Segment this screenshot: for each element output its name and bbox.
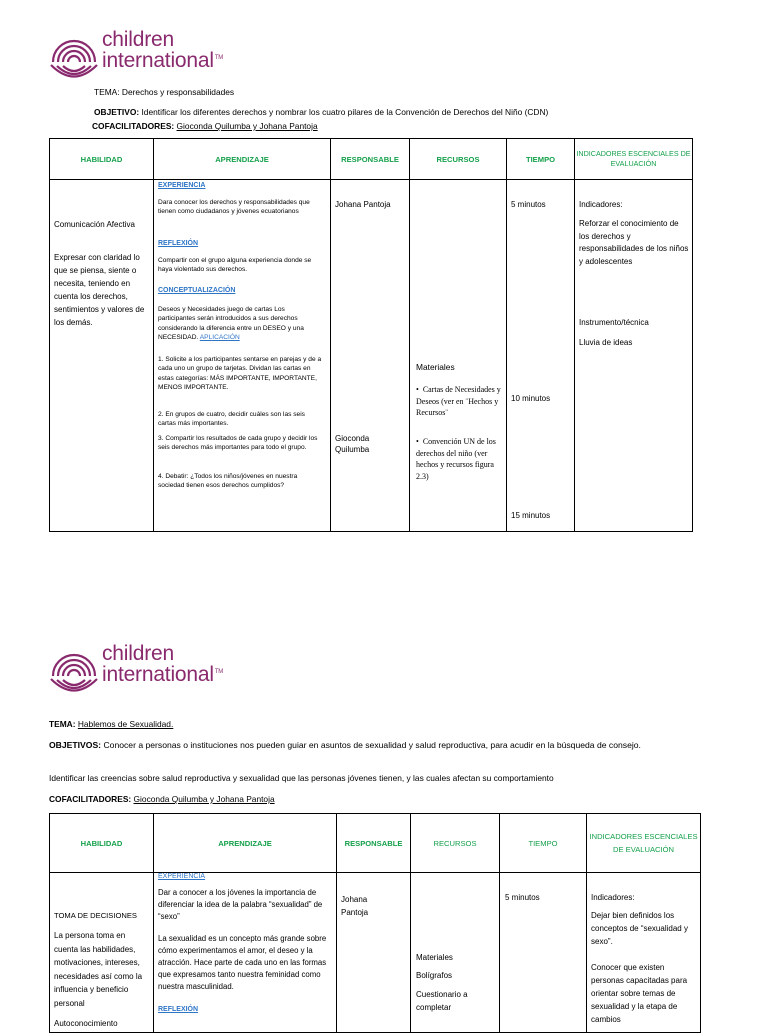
responsable: Johana Pantoja [341, 895, 369, 917]
tiempo-3: 15 minutos [511, 511, 551, 520]
header-recursos: RECURSOS [411, 814, 500, 873]
responsable-cell [337, 873, 411, 1033]
experiencia-link[interactable]: EXPERIENCIA [158, 182, 206, 189]
cofacilitadores-line-2: COFACILITADORES: Gioconda Quilumba y Johana Pantoja [49, 794, 275, 804]
tiempo-1: 5 minutos [505, 893, 540, 902]
tema-line: TEMA: Derechos y responsabilidades [94, 87, 235, 97]
habilidad-cut: Autoconocimiento [54, 1019, 118, 1028]
concepto-text: La sexualidad es un concepto más grande sobre cómo experimentamos el amor, el deseo y la atracción. Hace parte de cada uno en las formas que expresamos tanto nuestra feminidad como nuestra masculinidad. [158, 934, 327, 991]
aprendizaje-cell [154, 180, 331, 532]
habilidad-title: TOMA DE DECISIONES [54, 911, 137, 920]
responsable-1: Johana Pantoja [335, 200, 391, 209]
recurso-1: Bolígrafos [416, 971, 453, 980]
tema-line-2: TEMA: Hablemos de Sexualidad. [49, 719, 174, 729]
header-aprendizaje: APRENDIZAJE [154, 814, 337, 873]
header-responsable: RESPONSABLE [331, 139, 410, 180]
objetivo-line: OBJETIVO: Identificar los diferentes derechos y nombrar los cuatro pilares de la Convención de Derechos del Niño (CDN) [94, 107, 549, 117]
step-4: 4. Debatir: ¿Todos los niños/jóvenes en nuestra sociedad tienen esos derechos cumplidos? [158, 473, 298, 490]
indicadores-text: Reforzar el conocimiento de los derechos y responsabilidades de los niños y adolescentes [579, 219, 689, 266]
materiales-label: Materiales [416, 362, 455, 372]
recurso-2: Cuestionario a completar [416, 990, 468, 1012]
header-habilidad: HABILIDAD [50, 814, 154, 873]
habilidad-cell [50, 873, 154, 1033]
indicadores-2: Conocer que existen personas capacitadas para orientar sobre temas de sexualidad y la etapa de cambios [591, 963, 688, 1024]
header-indicadores: INDICADORES ESCENCIALES DE EVALUACIÓN [575, 139, 693, 180]
experiencia-text: Dara conocer los derechos y responsabilidades que tienen como ciudadanos y jóvenes ecuatorianos [158, 199, 310, 216]
cofacilitadores-line: COFACILITADORES: Gioconda Quilumba y Johana Pantoja [92, 121, 318, 131]
ripple-logo-icon [49, 642, 99, 694]
header-tiempo: TIEMPO [500, 814, 587, 873]
instrumento-label: Instrumento/técnica [579, 318, 649, 327]
step-2: 2. En grupos de cuatro, decidir cuáles son las seis cartas más importantes. [158, 411, 305, 428]
header-recursos: RECURSOS [410, 139, 507, 180]
header-habilidad: HABILIDAD [50, 139, 154, 180]
habilidad-title: Comunicación Afectiva [54, 220, 135, 229]
reflexion-text: Compartir con el grupo alguna experiencia donde se haya violentado sus derechos. [158, 257, 312, 274]
indicadores-cell [575, 180, 693, 532]
tiempo-cell [500, 873, 587, 1033]
step-3: 3. Compartir los resultados de cada grupo y decidir los seis derechos más importantes para todo el grupo. [158, 435, 318, 452]
bullet-icon: • [416, 385, 419, 394]
session-plan-table-2 [49, 813, 701, 1033]
bullet-icon: • [416, 437, 419, 446]
reflexion-link[interactable]: REFLEXIÓN [158, 240, 199, 247]
indicadores-label: Indicadores: [579, 200, 623, 209]
indicadores-1: Dejar bien definidos los conceptos de “sexualidad y sexo”. [591, 911, 688, 946]
header-indicadores: INDICADORES ESCENCIALES DE EVALUACIÓN [587, 814, 701, 873]
responsable-cell [331, 180, 410, 532]
brand-name: children international™ [102, 642, 224, 686]
tiempo-1: 5 minutos [511, 200, 546, 209]
experiencia-text: Dar a conocer a los jóvenes la importancia de diferenciar la idea de la palabra “sexualidad” de “sexo” [158, 888, 323, 921]
tiempo-cell [507, 180, 575, 532]
tiempo-2: 10 minutos [511, 394, 551, 403]
brand-name: children international™ [102, 28, 224, 72]
ripple-logo-icon [49, 28, 99, 80]
recurso-1: • Cartas de Necesidades y Deseos (ver en ¨Hechos y Recursos¨ [416, 385, 501, 417]
habilidad-cell [50, 180, 154, 532]
aprendizaje-cell [154, 873, 337, 1033]
step-1: 1. Solicite a los participantes sentarse en parejas y de a cada uno un grupo de tarjetas. Dividan las cartas en estas categorías: MÁS IMPORTANTE, IMPORTANTE, MENOS IMPORTANTE. [158, 356, 322, 391]
identificar-line: Identificar las creencias sobre salud reproductiva y sexualidad que las personas jóvenes tienen, y las cuales afectan su comportamiento [49, 773, 554, 783]
objetivos-line: OBJETIVOS: Conocer a personas o instituciones nos pueden guiar en asuntos de sexualidad y salud reproductiva, para acudir en la búsqueda de consejo. [49, 740, 641, 750]
habilidad-text: Expresar con claridad lo que se piensa, siente o necesita, teniendo en cuenta los derechos, sentimientos y valores de los demás. [54, 253, 145, 327]
materiales-label: Materiales [416, 953, 453, 962]
header-aprendizaje: APRENDIZAJE [154, 139, 331, 180]
experiencia-link[interactable]: EXPERIENCIA [158, 873, 206, 880]
reflexion-link[interactable]: REFLEXIÓN [158, 1006, 199, 1013]
children-international-logo [49, 28, 239, 80]
aplicacion-link[interactable]: APLICACIÓN [199, 333, 240, 341]
indicadores-label: Indicadores: [591, 893, 635, 902]
header-tiempo: TIEMPO [507, 139, 575, 180]
header-responsable: RESPONSABLE [337, 814, 411, 873]
recurso-2: • Convención UN de los derechos del niño (ver hechos y recursos figura 2.3) [416, 437, 496, 481]
recursos-cell [411, 873, 500, 1033]
conceptualizacion-text: Deseos y Necesidades juego de cartas Los participantes serán introducidos a sus derechos considerando la diferencia entre un DESEO y una NECESIDAD. APLICACIÓN [158, 306, 304, 341]
children-international-logo-2 [49, 642, 239, 694]
habilidad-text: La persona toma en cuenta las habilidades, motivaciones, intereses, necesidades así como la influencia y beneficio personal [54, 931, 143, 1008]
indicadores-cell [587, 873, 701, 1033]
recursos-cell [410, 180, 507, 532]
instrumento-text: Lluvia de ideas [579, 338, 633, 347]
conceptualizacion-link[interactable]: CONCEPTUALIZACIÓN [158, 287, 236, 294]
session-plan-table-1 [49, 138, 693, 532]
responsable-2: Gioconda Quilumba [335, 434, 370, 454]
